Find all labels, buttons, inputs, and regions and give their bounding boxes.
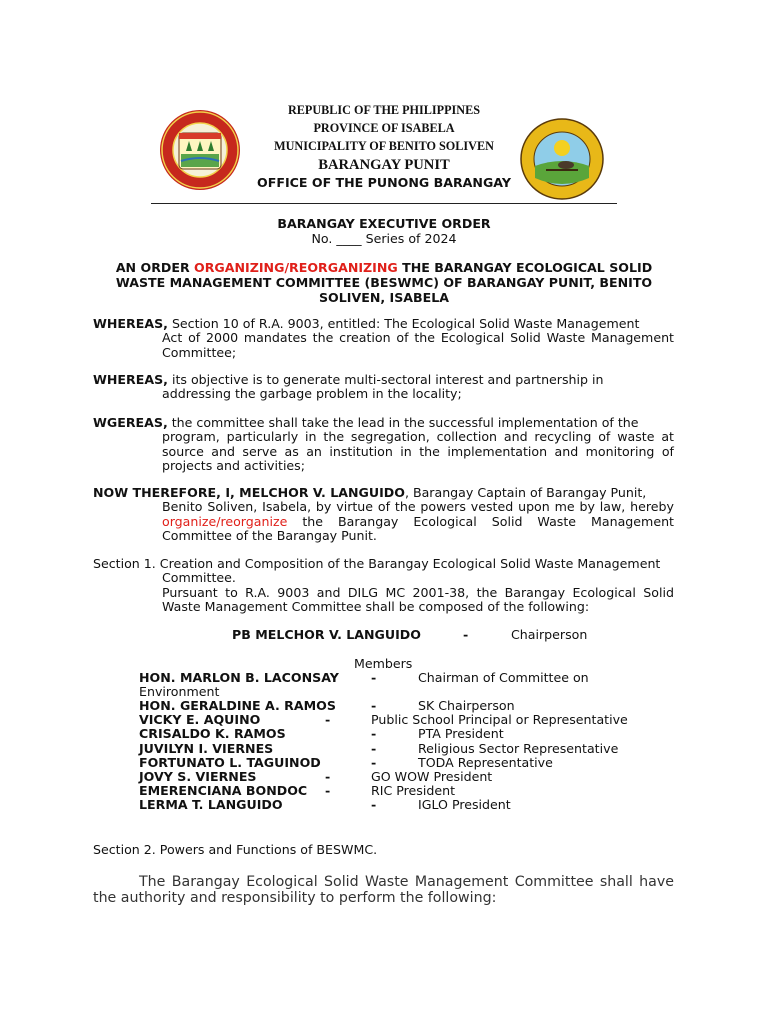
order-title-post: THE BARANGAY ECOLOGICAL SOLID <box>397 260 653 275</box>
order-title-line2: WASTE MANAGEMENT COMMITTEE (BESWMC) OF BARANGAY PUNIT, BENITO <box>115 275 653 290</box>
section-1-heading: Section 1. Creation and Composition of the Barangay Ecological Solid Waste Management <box>93 556 661 571</box>
member-name: LERMA T. LANGUIDO <box>139 797 283 812</box>
now-therefore-text-end: the Barangay Ecological Solid Waste Management Committee of the Barangay Punit. <box>162 513 674 543</box>
document-number: No. ____ Series of 2024 <box>311 231 457 246</box>
order-title-emphasis: ORGANIZING/REORGANIZING <box>194 260 398 275</box>
now-therefore-first: , Barangay Captain of Barangay Punit, <box>404 485 647 500</box>
member-name: JUVILYN I. VIERNES <box>139 741 274 756</box>
whereas-text-cont: addressing the garbage problem in the locality; <box>162 386 462 402</box>
section-2-heading: Section 2. Powers and Functions of BESWMC. <box>93 842 378 857</box>
section-1-heading-cont: Committee. <box>162 570 236 586</box>
member-dash: - <box>371 797 377 812</box>
member-role-cont: Environment <box>139 684 220 699</box>
header-divider <box>151 203 617 204</box>
member-name: HON. GERALDINE A. RAMOS <box>139 698 336 713</box>
order-title-line3: SOLIVEN, ISABELA <box>318 290 450 305</box>
document-title: BARANGAY EXECUTIVE ORDER <box>277 216 491 231</box>
header-office: OFFICE OF THE PUNONG BARANGAY <box>257 175 511 190</box>
member-role: TODA Representative <box>418 755 553 770</box>
member-role: Public School Principal or Representative <box>371 712 628 727</box>
header-republic: REPUBLIC OF THE PHILIPPINES <box>288 103 480 117</box>
member-dash: - <box>325 769 331 784</box>
now-therefore-text: Benito Soliven, Isabela, by virtue of the powers vested upon me by law, hereby <box>162 499 674 515</box>
member-role: RIC President <box>371 783 456 798</box>
whereas-text-cont: program, particularly in the segregation, collection and recycling of waste at source and serve as an institution in the implementation and monitoring of projects and activities; <box>162 429 674 473</box>
member-dash: - <box>325 783 331 798</box>
section-1-body: Pursuant to R.A. 9003 and DILG MC 2001-38, the Barangay Ecological Solid Waste Management Committee shall be composed of the following: <box>162 584 674 614</box>
now-therefore-lead: NOW THEREFORE, I, MELCHOR V. LANGUIDO <box>93 485 405 500</box>
member-name: EMERENCIANA BONDOC <box>139 783 308 798</box>
member-dash: - <box>325 712 331 727</box>
member-dash: - <box>371 670 377 685</box>
member-name: JOVY S. VIERNES <box>139 769 257 784</box>
chair-name: PB MELCHOR V. LANGUIDO <box>232 627 421 642</box>
member-name: VICKY E. AQUINO <box>139 712 261 727</box>
whereas-text: the committee shall take the lead in the successful implementation of the <box>167 415 639 430</box>
members-label: Members <box>354 656 413 671</box>
member-role: GO WOW President <box>371 769 493 784</box>
member-role: Religious Sector Representative <box>418 741 619 756</box>
whereas-text-cont: Act of 2000 mandates the creation of the Ecological Solid Waste Management Committee; <box>162 330 674 360</box>
order-title <box>0 260 768 305</box>
now-therefore-clause <box>93 486 674 543</box>
member-dash: - <box>371 698 377 713</box>
header-province: PROVINCE OF ISABELA <box>313 121 455 135</box>
chair-dash: - <box>463 627 469 642</box>
header-barangay: BARANGAY PUNIT <box>318 157 450 173</box>
whereas-clause-2 <box>93 373 674 402</box>
member-role: SK Chairperson <box>418 698 515 713</box>
member-role: IGLO President <box>418 797 511 812</box>
whereas-lead: WHEREAS, <box>93 316 168 331</box>
chair-role: Chairperson <box>511 627 588 642</box>
order-title-pre: AN ORDER <box>115 260 195 275</box>
member-dash: - <box>371 755 377 770</box>
whereas-text: Section 10 of R.A. 9003, entitled: The Ecological Solid Waste Management <box>167 316 640 331</box>
member-name: CRISALDO K. RAMOS <box>139 726 286 741</box>
member-role: PTA President <box>418 726 504 741</box>
section-2-body: The Barangay Ecological Solid Waste Management Committee shall have the authority and responsibility to perform the following: <box>93 874 674 906</box>
whereas-lead: WGEREAS, <box>93 415 168 430</box>
whereas-clause-1 <box>93 317 674 360</box>
whereas-clause-3 <box>93 416 674 473</box>
member-name: HON. MARLON B. LACONSAY <box>139 670 339 685</box>
member-dash: - <box>371 741 377 756</box>
now-therefore-emphasis: organize/reorganize <box>162 513 288 529</box>
member-dash: - <box>371 726 377 741</box>
member-name: FORTUNATO L. TAGUINOD <box>139 755 321 770</box>
whereas-text: its objective is to generate multi-sectoral interest and partnership in <box>167 372 604 387</box>
whereas-lead: WHEREAS, <box>93 372 168 387</box>
section-1 <box>93 557 674 614</box>
header-municipality: MUNICIPALITY OF BENITO SOLIVEN <box>274 139 494 153</box>
member-role: Chairman of Committee on <box>418 670 589 685</box>
